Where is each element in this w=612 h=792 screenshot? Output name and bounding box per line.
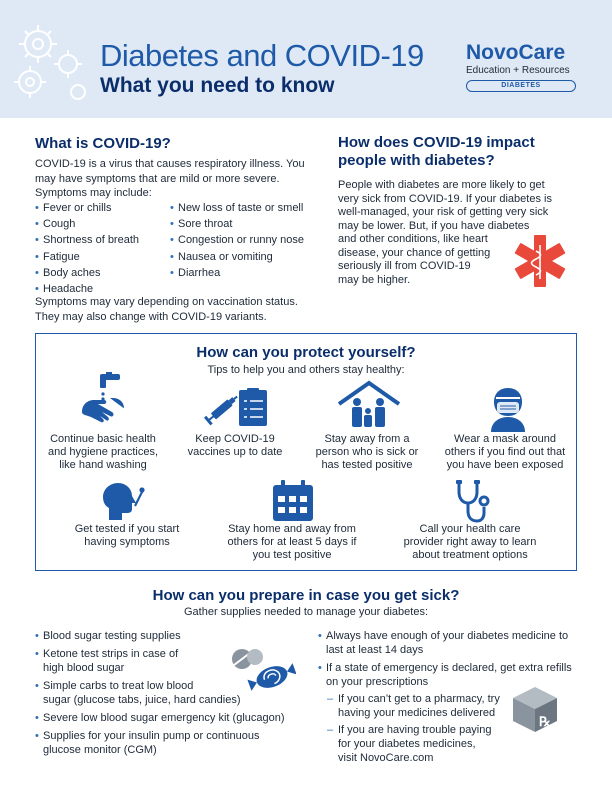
list-item: • Cough bbox=[35, 216, 139, 232]
tip-distance: Stay away from a person who is sick or has tested positive bbox=[315, 433, 419, 471]
list-item: • Supplies for your insulin pump or continuous glucose monitor (CGM) bbox=[35, 729, 285, 757]
calendar-icon bbox=[271, 479, 315, 523]
symptom-list-left bbox=[35, 200, 139, 297]
logo-tagline: Education + Resources bbox=[466, 65, 570, 76]
list-item: • New loss of taste or smell bbox=[170, 200, 304, 216]
list-item: • Shortness of breath bbox=[35, 232, 139, 248]
list-item: • Always have enough of your diabetes medicine to last at least 14 days bbox=[318, 629, 572, 657]
logo-brand: NovoCare bbox=[466, 41, 566, 64]
symptom-note: Symptoms may vary depending on vaccination status. They may also change with COVID-19 variants. bbox=[35, 296, 298, 323]
list-item: • If a state of emergency is declared, get extra refills on your prescriptions bbox=[318, 661, 572, 689]
symptom-list-right bbox=[170, 200, 304, 281]
impact-body: People with diabetes are more likely to get very sick from COVID-19. If your diabetes is well-managed, your risk of getting very sick may be lower. But, if you have diabetes and other conditions, like heart disease, your chance of getting seriously ill from COVID-19 may be higher. bbox=[338, 179, 552, 286]
tip-testing: Get tested if you start having symptoms bbox=[74, 523, 180, 548]
protect-subheading: Tips to help you and others stay healthy: bbox=[207, 364, 405, 376]
list-item: – If you can’t get to a pharmacy, try having your medicines delivered bbox=[326, 692, 500, 720]
rx-package-icon bbox=[510, 684, 560, 734]
tip-vaccines: Keep COVID-19 vaccines up to date bbox=[187, 433, 283, 458]
test-swab-icon bbox=[101, 480, 145, 524]
page-title: Diabetes and COVID-19 bbox=[100, 38, 424, 73]
list-item: • Headache bbox=[35, 281, 139, 297]
logo-badge: DIABETES bbox=[466, 80, 576, 92]
medicine-list bbox=[318, 629, 572, 689]
list-item: – If you are having trouble paying for your diabetes medicines, visit NovoCare.com bbox=[326, 723, 500, 765]
protect-heading: How can you protect yourself? bbox=[196, 344, 416, 361]
svg-text:℞: ℞ bbox=[539, 714, 551, 729]
tip-call-provider: Call your health care provider right away to learn about treatment options bbox=[403, 523, 537, 561]
list-item: • Congestion or runny nose bbox=[170, 232, 304, 248]
prepare-subheading: Gather supplies needed to manage your diabetes: bbox=[184, 606, 428, 618]
tip-mask: Wear a mask around others if you find out that you have been exposed bbox=[444, 433, 566, 471]
medicine-sublist bbox=[326, 692, 500, 765]
list-item: • Sore throat bbox=[170, 216, 304, 232]
novocare-logo bbox=[466, 42, 578, 92]
list-item: • Nausea or vomiting bbox=[170, 249, 304, 265]
candy-pills-icon bbox=[228, 645, 296, 693]
tip-stay-home: Stay home and away from others for at least 5 days if you test positive bbox=[227, 523, 357, 561]
tip-hygiene: Continue basic health and hygiene practices, like hand washing bbox=[47, 433, 159, 471]
list-item: • Blood sugar testing supplies bbox=[35, 629, 285, 643]
virus-icon bbox=[8, 20, 94, 108]
list-item: • Body aches bbox=[35, 265, 139, 281]
family-house-icon bbox=[336, 380, 402, 430]
what-is-intro: COVID-19 is a virus that causes respiratory illness. You may have symptoms that are mild or more severe. Symptoms may include: bbox=[35, 158, 305, 199]
list-item: • Diarrhea bbox=[170, 265, 304, 281]
stethoscope-icon bbox=[454, 479, 490, 525]
list-item: • Fatigue bbox=[35, 249, 139, 265]
hand-washing-icon bbox=[78, 372, 128, 426]
list-item: • Simple carbs to treat low blood sugar (glucose tabs, juice, hard candies) bbox=[35, 679, 285, 707]
list-item: • Severe low blood sugar emergency kit (glucagon) bbox=[35, 711, 285, 725]
mask-icon bbox=[487, 386, 529, 432]
impact-heading: How does COVID-19 impact people with diabetes? bbox=[338, 134, 535, 169]
medical-star-icon bbox=[512, 233, 568, 289]
page-subtitle: What you need to know bbox=[100, 74, 335, 97]
what-is-heading: What is COVID-19? bbox=[35, 135, 171, 152]
vaccine-icon bbox=[203, 388, 273, 428]
list-item: • Ketone test strips in case of high blood sugar bbox=[35, 647, 285, 675]
prepare-heading: How can you prepare in case you get sick? bbox=[152, 587, 460, 604]
list-item: • Fever or chills bbox=[35, 200, 139, 216]
